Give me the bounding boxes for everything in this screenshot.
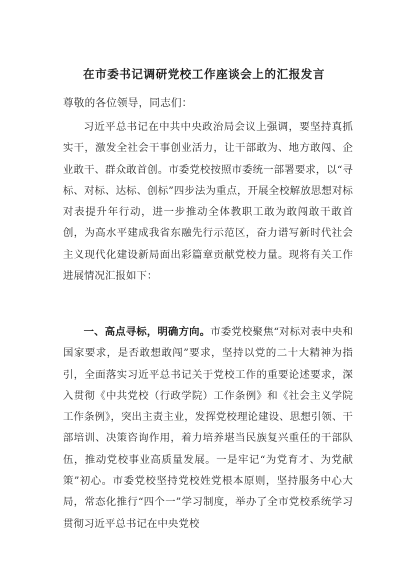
body-paragraph-intro [63,117,353,287]
section-heading: 一、高点寻标，明确方向。 [83,326,211,338]
document-title: 在市委书记调研党校工作座谈会上的汇报发言 [83,67,325,81]
body-paragraph-section-1 [63,322,353,535]
paragraph-text: 习近平总书记在中共中央政治局会议上强调，要坚持真抓实干，激发全社会干事创业活力，让干部敢为、地方敢闯、企业敢干、群众敢首创。市委党校按照市委统一部署要求，以“寻标、对标、达标、创标”四步法为重点，开展全校解放思想对标对表提升年行动，进一步推动全体教职工敢为敢闯敢干敢首创，为高水平建成我省东融先行示范区，奋力谱写新时代社会主义现代化建设新局面出彩篇章贡献党校力量。现将有关工作进展情况汇报如下： [63,121,353,283]
paragraph-text: 市委党校聚焦“对标对表中央和国家要求，是否敢想敢闯”要求，坚持以党的二十大精神为指引，全面落实习近平总书记关于党校工作的重要论述要求，深入贯彻《中共党校（行政学院）工作条例》和《社会主义学院工作条例》，突出主责主业，发挥党校理论建设、思想引领、干部培训、决策咨询作用，着力培养堪当民族复兴重任的干部队伍，推动党校事业高质量发展。一是牢记“为党育才、为党献策”初心。市委党校坚持党校姓党根本原则，坚持服务中心大局，常态化推行“四个一”学习制度，举办了全市党校系统学习贯彻习近平总书记在中央党校 [63,326,353,530]
salutation: 尊敬的各位领导，同志们： [63,97,193,109]
